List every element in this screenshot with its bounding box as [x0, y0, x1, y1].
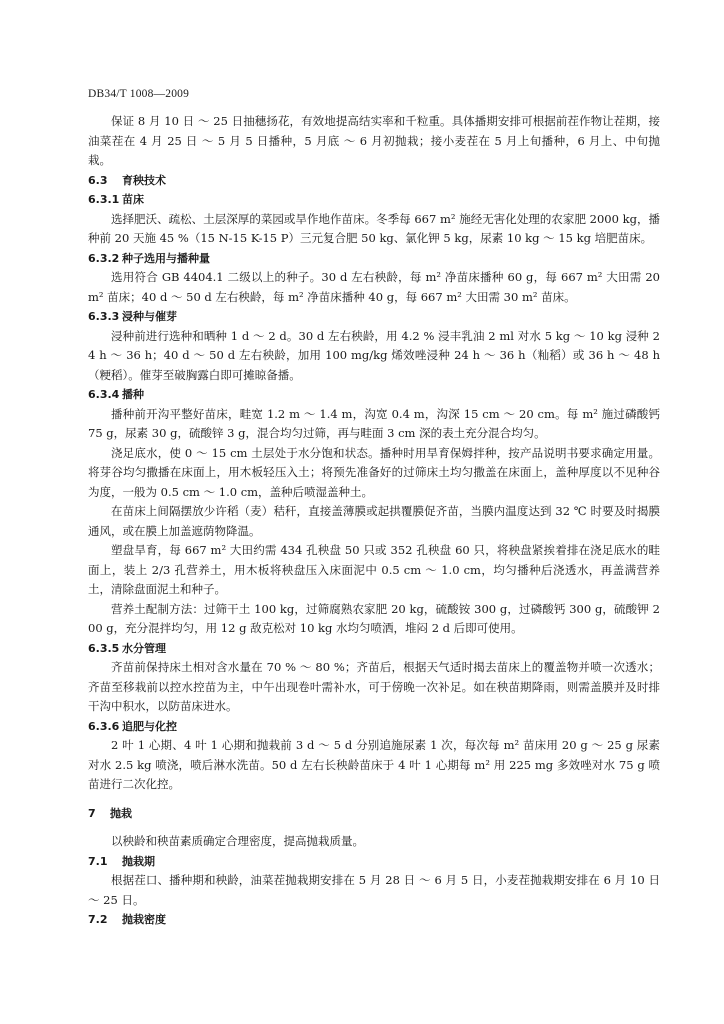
section-7-heading [88, 804, 660, 824]
section-number: 7.2 [88, 913, 108, 926]
paragraph: 在苗床上间隔摆放少许稻（麦）秸秆，直接盖薄膜或起拱覆膜促齐苗，当膜内温度达到 32 ℃ 时要及时揭膜通风，或在膜上加盖遮荫物降温。 [88, 504, 660, 538]
section-6-3-2-heading [88, 249, 660, 269]
paragraph: 浸种前进行选种和晒种 1 d ～ 2 d。30 d 左右秧龄，用 4.2 % 浸丰乳油 2 ml 对水 5 kg ～ 10 kg 浸种 24 h ～ 36 h；40 d ～ 50 d 左右秧龄，加用 100 mg/kg 烯效唑浸种 24 h ～ 36 h（籼稻）或 36 h ～ 48 h（粳稻）。催芽至破胸露白即可摊晾备播。 [88, 328, 660, 382]
section-number: 6.3.4 [88, 388, 120, 401]
section-number: 6.3.6 [88, 719, 120, 733]
paragraph: 浇足底水，使 0 ～ 15 cm 土层处于水分饱和状态。播种时用旱育保姆拌种，按产品说明书要求确定用量。将芽谷均匀撒播在床面上，用木板轻压入土；将预先准备好的过筛床土均匀撒盖在床面上，盖种厚度以不见种谷为度，一般为 0.5 cm ～ 1.0 cm，盖种后喷湿盖种土。 [88, 445, 660, 499]
section-title: 抛栽密度 [122, 913, 166, 926]
section-number: 7.1 [88, 854, 108, 868]
section-6-3-6-heading [88, 717, 660, 737]
paragraph: 塑盘旱育，每 667 m² 大田约需 434 孔秧盘 50 只或 352 孔秧盘 60 只，将秧盘紧挨着排在浇足底水的畦面上，装上 2/3 孔营养土，用木板将秧盘压入床面泥中 0.5 cm ～ 1.0 cm，均匀播种后浇透水，再盖满营养土，清除盘面泥土和种子。 [88, 543, 660, 596]
section-title: 浸种与催芽 [122, 310, 177, 323]
section-6-3-1-heading [88, 190, 660, 210]
section-title: 播种 [122, 388, 144, 401]
paragraph: 选择肥沃、疏松、土层深厚的菜园或旱作地作苗床。冬季每 667 m² 施经无害化处理的农家肥 2000 kg，播种前 20 天施 45 %（15 N-15 K-15 P）三元复合肥 50 kg、氯化钾 5 kg，尿素 10 kg ～ 15 kg 培肥苗床。 [88, 211, 660, 245]
section-title: 苗床 [122, 193, 144, 206]
section-number: 6.3.3 [88, 310, 120, 323]
document-code: DB34/T 1008—2009 [88, 88, 190, 100]
section-number: 6.3 [88, 173, 108, 187]
section-title: 追肥与化控 [122, 719, 177, 733]
paragraph: 播种前开沟平整好苗床，畦宽 1.2 m ～ 1.4 m，沟宽 0.4 m，沟深 15 cm ～ 20 cm。每 m² 施过磷酸钙 75 g，尿素 30 g，硫酸锌 3 g，混合均匀过筛，再与畦面 3 cm 深的表土充分混合均匀。 [88, 406, 660, 440]
section-title: 抛栽 [110, 806, 132, 820]
section-title: 抛栽期 [122, 854, 155, 868]
paragraph: 齐苗前保持床土相对含水量在 70 % ～ 80 %；齐苗后，根据天气适时揭去苗床上的覆盖物并喷一次透水；齐苗至移栽前以控水控苗为主，中午出现卷叶需补水，可于傍晚一次补足。如在秧苗期降雨，则需盖膜并及时排干沟中积水，以防苗床进水。 [88, 660, 660, 713]
section-6-3-4-heading [88, 385, 660, 405]
section-number: 6.3.5 [88, 641, 120, 655]
section-gap [88, 823, 660, 832]
section-gap [88, 795, 660, 804]
section-6-3-heading [88, 171, 660, 191]
document-body [88, 112, 660, 930]
section-title: 水分管理 [122, 641, 166, 655]
section-number: 6.3.2 [88, 251, 120, 265]
section-number: 6.3.1 [88, 193, 120, 206]
section-6-3-5-heading [88, 639, 660, 659]
paragraph: 根据茬口、播种期和秧龄，油菜茬抛栽期安排在 5 月 28 日 ～ 6 月 5 日，小麦茬抛栽期安排在 6 月 10 日 ～ 25 日。 [88, 873, 660, 907]
section-6-3-3-heading [88, 307, 660, 327]
paragraph: 选用符合 GB 4404.1 二级以上的种子。30 d 左右秧龄，每 m² 净苗床播种 60 g，每 667 m² 大田需 20 m² 苗床；40 d ～ 50 d 左右秧龄，每 m² 净苗床播种 40 g，每 667 m² 大田需 30 m² 苗床。 [88, 270, 660, 304]
section-7-1-heading [88, 852, 660, 872]
paragraph: 以秧龄和秧苗素质确定合理密度，提高抛栽质量。 [111, 834, 364, 848]
section-title: 育秧技术 [122, 173, 166, 187]
section-number: 7 [88, 806, 96, 820]
section-7-2-heading [88, 910, 660, 930]
paragraph: 2 叶 1 心期、4 叶 1 心期和抛栽前 3 d ～ 5 d 分别追施尿素 1 次，每次每 m² 苗床用 20 g ～ 25 g 尿素对水 2.5 kg 喷浇，喷后淋水洗苗。50 d 左右长秧龄苗床于 4 叶 1 心期每 m² 用 225 mg 多效唑对水 75 g 喷苗进行二次化控。 [88, 738, 660, 791]
paragraph: 营养土配制方法：过筛干土 100 kg，过筛腐熟农家肥 20 kg，硫酸铵 300 g，过磷酸钙 300 g，硫酸钾 200 g，充分混拌均匀，用 12 g 敌克松对 10 kg 水均匀喷洒，堆闷 2 d 后即可使用。 [88, 601, 660, 635]
intro-paragraph: 保证 8 月 10 日 ～ 25 日抽穗扬花，有效地提高结实率和千粒重。具体播期安排可根据前茬作物让茬期，接油菜茬在 4 月 25 日 ～ 5 月 5 日播种，5 月底 ～ 6 月初抛栽；接小麦茬在 5 月上旬播种，6 月上、中旬抛栽。 [88, 114, 660, 167]
section-title: 种子选用与播种量 [122, 251, 210, 265]
